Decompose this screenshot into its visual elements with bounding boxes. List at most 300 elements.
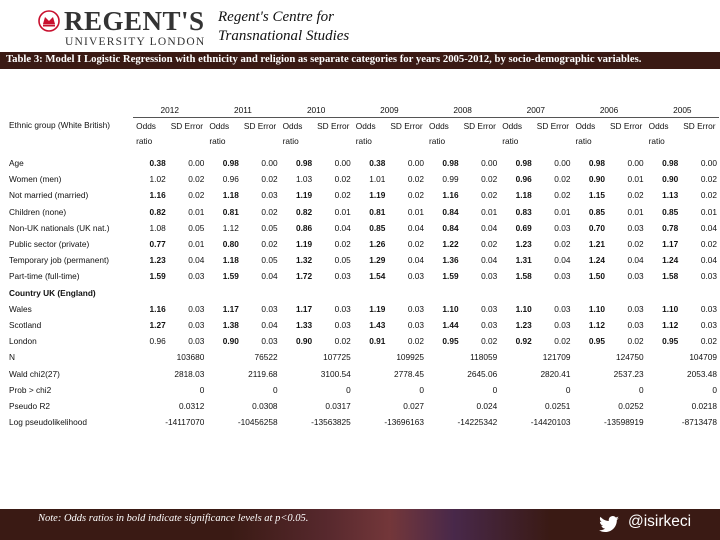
regents-logo[interactable] [38, 6, 218, 48]
row-label: Not married (married) [9, 190, 89, 201]
odds-ratio-cell: 0.95 [662, 336, 679, 347]
sd-error-header: SD Error [683, 120, 716, 131]
section-blank [133, 285, 719, 301]
odds-ratio-cell: 1.10 [588, 303, 606, 314]
odds-ratio-cell: 1.16 [149, 303, 166, 314]
odds-ratio-cell: 1.19 [295, 190, 313, 201]
table-row [6, 171, 719, 187]
stat-cell: 76522 [254, 352, 278, 363]
stat-cell: 2053.48 [687, 368, 717, 379]
odds-ratio-cell: 0.98 [588, 158, 606, 169]
sd-error-cell: 0.03 [334, 303, 351, 314]
row-label: Pseudo R2 [9, 400, 51, 411]
sd-error-cell: 0.05 [188, 222, 205, 233]
sd-error-cell: 0.04 [481, 222, 498, 233]
sd-error-cell: 0.00 [700, 158, 717, 169]
odds-ratio-cell: 1.10 [442, 303, 459, 314]
odds-ratio-cell: 0.98 [442, 158, 459, 169]
odds-ratio-cell: 1.03 [295, 174, 313, 185]
odds-ratio-cell: 1.27 [149, 319, 166, 330]
row-label: Log pseudolikelihood [9, 417, 87, 428]
odds-ratio-cell: 1.12 [662, 319, 679, 330]
sd-error-cell: 0.02 [700, 239, 717, 250]
sd-error-cell: 0.03 [407, 319, 424, 330]
sd-error-cell: 0.02 [700, 190, 717, 201]
sd-error-cell: 0.01 [627, 174, 644, 185]
caption-bar [0, 52, 720, 69]
odds-ratio-cell: 1.31 [515, 255, 532, 266]
row-label: Temporary job (permanent) [9, 255, 110, 266]
sd-error-cell: 0.03 [554, 222, 571, 233]
sd-error-header: SD Error [463, 120, 496, 131]
odds-ratio-cell: 0.85 [662, 206, 679, 217]
odds-ratio-cell: 1.17 [662, 239, 679, 250]
regression-table-image [6, 102, 719, 471]
odds-ratio-cell: 1.54 [369, 271, 386, 282]
table-row [6, 317, 719, 333]
stat-cell: 0.027 [403, 400, 424, 411]
odds-ratio-cell: 1.58 [662, 271, 679, 282]
sd-error-cell: 0.02 [261, 239, 278, 250]
year-header: 2007 [499, 102, 572, 118]
sd-error-cell: 0.01 [188, 239, 205, 250]
centre-title [218, 8, 349, 46]
sd-error-cell: 0.00 [554, 158, 571, 169]
odds-ratio-cell: 0.90 [295, 336, 313, 347]
odds-ratio-header: Odds [648, 120, 669, 131]
odds-ratio-cell: 1.59 [442, 271, 459, 282]
stat-cell: 2645.06 [467, 368, 498, 379]
header-blank-cell [6, 133, 133, 148]
table-row [6, 236, 719, 252]
sd-error-cell: 0.05 [334, 255, 351, 266]
sd-error-cell: 0.02 [407, 190, 424, 201]
sd-error-cell: 0.02 [481, 190, 498, 201]
sd-error-cell: 0.03 [261, 190, 278, 201]
sd-error-header-blank [680, 133, 719, 148]
sd-error-cell: 0.03 [627, 271, 644, 282]
logo-wordmark: REGENT'S [64, 6, 205, 36]
section-label: Country UK (England) [9, 287, 96, 298]
year-header: 2006 [572, 102, 645, 118]
odds-ratio-cell: 0.69 [515, 222, 532, 233]
stat-cell: 0 [199, 384, 205, 395]
sd-error-cell: 0.02 [481, 239, 498, 250]
odds-ratio-cell: 0.92 [515, 336, 532, 347]
sd-error-cell: 0.04 [481, 255, 498, 266]
odds-ratio-cell: 0.80 [222, 239, 239, 250]
sd-error-cell: 0.04 [554, 255, 571, 266]
odds-ratio-cell: 1.17 [222, 303, 239, 314]
odds-ratio-cell: 0.82 [149, 206, 166, 217]
odds-ratio-cell: 0.96 [222, 174, 239, 185]
sd-error-cell: 0.02 [188, 190, 205, 201]
row-label: Wales [9, 303, 32, 314]
odds-ratio-header: Odds [209, 120, 230, 131]
odds-ratio-cell: 1.32 [295, 255, 313, 266]
sd-error-cell: 0.03 [627, 319, 644, 330]
stat-cell: 0.0312 [178, 400, 205, 411]
odds-ratio-cell: 1.38 [222, 319, 239, 330]
sd-error-cell: 0.03 [188, 303, 205, 314]
regression-table [6, 102, 719, 430]
odds-ratio-cell: 1.18 [222, 190, 239, 201]
table-row [6, 333, 719, 349]
sd-error-cell: 0.04 [261, 319, 278, 330]
centre-title-line1: Regent's Centre for [218, 9, 334, 25]
sd-error-cell: 0.02 [627, 190, 644, 201]
odds-ratio-cell: 1.12 [588, 319, 606, 330]
odds-ratio-cell: 1.21 [588, 239, 606, 250]
stat-cell: 2778.45 [394, 368, 424, 379]
sd-error-cell: 0.02 [700, 336, 717, 347]
odds-ratio-cell: 1.59 [222, 271, 239, 282]
stat-cell: 107725 [323, 352, 351, 363]
odds-ratio-cell: 1.10 [662, 303, 679, 314]
odds-ratio-cell: 1.23 [515, 319, 532, 330]
sd-error-cell: 0.03 [261, 336, 278, 347]
odds-ratio-cell: 1.16 [149, 190, 166, 201]
sd-error-header-blank [534, 133, 573, 148]
sd-error-cell: 0.02 [554, 190, 571, 201]
odds-ratio-header-line2: ratio [282, 135, 299, 146]
sd-error-header: SD Error [610, 120, 643, 131]
table-row [6, 187, 719, 203]
spacer-row [6, 148, 719, 155]
sd-error-cell: 0.00 [334, 158, 351, 169]
sd-error-cell: 0.03 [627, 303, 644, 314]
odds-ratio-cell: 1.43 [369, 319, 386, 330]
sd-error-cell: 0.02 [407, 336, 424, 347]
stat-cell: -14117070 [165, 417, 205, 428]
year-header: 2012 [133, 102, 206, 118]
odds-ratio-header-line2: ratio [355, 135, 372, 146]
stat-cell: 0 [565, 384, 571, 395]
sd-error-cell: 0.03 [407, 303, 424, 314]
sd-error-cell: 0.01 [700, 206, 717, 217]
odds-ratio-cell: 1.23 [149, 255, 166, 266]
sd-error-cell: 0.02 [407, 174, 424, 185]
sd-error-cell: 0.02 [481, 174, 498, 185]
sd-error-cell: 0.03 [188, 319, 205, 330]
odds-ratio-cell: 1.12 [222, 222, 239, 233]
sd-error-cell: 0.02 [481, 336, 498, 347]
stat-cell: 0.0252 [618, 400, 644, 411]
sd-error-cell: 0.02 [334, 174, 351, 185]
table-row [6, 365, 719, 381]
sd-error-cell: 0.02 [627, 239, 644, 250]
sd-error-cell: 0.01 [554, 206, 571, 217]
sd-error-cell: 0.03 [554, 319, 571, 330]
sd-error-cell: 0.02 [261, 206, 278, 217]
row-label: Public sector (private) [9, 239, 90, 250]
sd-error-cell: 0.04 [407, 222, 424, 233]
sd-error-cell: 0.03 [554, 303, 571, 314]
stat-cell: 2820.41 [540, 368, 571, 379]
odds-ratio-cell: 1.18 [222, 255, 239, 266]
sd-error-header: SD Error [536, 120, 570, 131]
stat-cell: 121709 [542, 352, 571, 363]
sd-error-cell: 0.02 [554, 336, 571, 347]
odds-ratio-cell: 0.85 [369, 222, 386, 233]
row-label: Wald chi2(27) [9, 368, 60, 379]
odds-ratio-header: Odds [355, 120, 376, 131]
sd-error-cell: 0.02 [334, 190, 351, 201]
sd-error-cell: 0.01 [407, 206, 424, 217]
sd-error-cell: 0.03 [700, 271, 717, 282]
odds-ratio-header-line2: ratio [648, 135, 665, 146]
row-label: Women (men) [9, 174, 62, 185]
sd-error-cell: 0.02 [554, 174, 571, 185]
stat-cell: 0.0317 [325, 400, 351, 411]
odds-ratio-cell: 0.98 [295, 158, 313, 169]
odds-ratio-cell: 0.90 [662, 174, 679, 185]
odds-ratio-cell: 1.24 [662, 255, 679, 266]
sd-error-cell: 0.00 [188, 158, 205, 169]
stat-cell: 0 [272, 384, 278, 395]
sd-error-cell: 0.03 [554, 271, 571, 282]
odds-ratio-cell: 1.50 [588, 271, 606, 282]
odds-ratio-cell: 1.01 [369, 174, 386, 185]
odds-ratio-cell: 1.15 [588, 190, 606, 201]
stat-cell: 109925 [396, 352, 424, 363]
sd-error-cell: 0.00 [407, 158, 424, 169]
table-row [6, 155, 719, 171]
sd-error-cell: 0.02 [407, 239, 424, 250]
odds-ratio-cell: 1.08 [149, 222, 166, 233]
sd-error-header-blank [387, 133, 426, 148]
odds-ratio-header-line2: ratio [575, 135, 592, 146]
odds-ratio-cell: 0.38 [369, 158, 386, 169]
table-caption: Table 3: Model I Logistic Regression with ethnicity and religion as separate categories for years 2005-2012, by socio-demographic variables. [6, 53, 642, 65]
stat-cell: 124750 [615, 352, 644, 363]
odds-ratio-header: Odds [575, 120, 596, 131]
year-header-row [6, 102, 719, 118]
sd-error-cell: 0.03 [481, 271, 498, 282]
sd-error-cell: 0.02 [554, 239, 571, 250]
sd-error-header-blank [607, 133, 646, 148]
table-row [6, 414, 719, 430]
odds-ratio-cell: 0.98 [662, 158, 679, 169]
stat-cell: -10456258 [237, 417, 278, 428]
stat-cell: 0.0251 [545, 400, 571, 411]
odds-ratio-cell: 1.24 [588, 255, 606, 266]
sd-error-cell: 0.05 [261, 255, 278, 266]
stat-cell: 2537.23 [613, 368, 644, 379]
crest-icon [38, 10, 60, 32]
sd-error-cell: 0.03 [334, 319, 351, 330]
stat-cell: 0.0218 [691, 400, 717, 411]
stat-cell: 0 [639, 384, 644, 395]
sd-error-cell: 0.02 [700, 174, 717, 185]
centre-title-line2: Transnational Studies [218, 28, 350, 44]
odds-ratio-cell: 1.33 [295, 319, 313, 330]
sd-error-cell: 0.03 [700, 303, 717, 314]
odds-ratio-cell: 0.84 [442, 206, 459, 217]
subheader-row [6, 118, 719, 134]
twitter-handle[interactable]: @isirkeci [628, 513, 692, 530]
sd-error-cell: 0.03 [481, 303, 498, 314]
row-label: London [9, 336, 37, 347]
table-row [6, 268, 719, 284]
reference-group-label: Ethnic group (White British) [9, 120, 110, 131]
odds-ratio-cell: 1.59 [149, 271, 166, 282]
sd-error-cell: 0.00 [481, 158, 498, 169]
sd-error-cell: 0.05 [261, 222, 278, 233]
odds-ratio-header: Odds [282, 120, 303, 131]
footer-note: Note: Odds ratios in bold indicate significance levels at p<0.05. [38, 513, 309, 524]
table-row [6, 220, 719, 236]
year-header: 2008 [426, 102, 499, 118]
stat-cell: 3100.54 [320, 368, 351, 379]
sd-error-cell: 0.00 [627, 158, 644, 169]
odds-ratio-cell: 0.78 [662, 222, 679, 233]
sd-error-header-blank [241, 133, 280, 148]
logo-subtitle: UNIVERSITY LONDON [65, 36, 206, 48]
odds-ratio-cell: 1.13 [662, 190, 679, 201]
sd-error-cell: 0.03 [627, 222, 644, 233]
odds-ratio-cell: 0.38 [149, 158, 166, 169]
stat-cell: -13696163 [384, 417, 424, 428]
sd-error-cell: 0.02 [261, 174, 278, 185]
spacer-cell [6, 148, 719, 155]
odds-ratio-cell: 0.96 [515, 174, 532, 185]
odds-ratio-cell: 0.86 [295, 222, 313, 233]
stat-cell: 0 [712, 384, 717, 395]
odds-ratio-header: Odds [136, 120, 156, 131]
row-label: Age [9, 158, 24, 169]
stat-cell: 0 [419, 384, 424, 395]
odds-ratio-cell: 0.96 [149, 336, 166, 347]
sd-error-cell: 0.01 [481, 206, 498, 217]
odds-ratio-cell: 1.26 [369, 239, 386, 250]
stat-cell: 0.0308 [252, 400, 278, 411]
odds-ratio-cell: 0.95 [442, 336, 459, 347]
table-row [6, 204, 719, 220]
sd-error-cell: 0.04 [334, 222, 351, 233]
year-header: 2009 [353, 102, 426, 118]
stat-cell: -13598919 [603, 417, 644, 428]
sd-error-cell: 0.03 [188, 271, 205, 282]
stat-cell: 103680 [176, 352, 205, 363]
row-label: Prob > chi2 [9, 384, 52, 395]
sd-error-cell: 0.03 [481, 319, 498, 330]
stat-cell: -13563825 [311, 417, 351, 428]
table-row [6, 398, 719, 414]
odds-ratio-header-line2: ratio [209, 135, 226, 146]
sd-error-cell: 0.03 [407, 271, 424, 282]
stat-cell: 2119.68 [248, 368, 278, 379]
sd-error-cell: 0.01 [334, 206, 351, 217]
twitter-bird-icon[interactable] [598, 516, 620, 534]
odds-ratio-cell: 0.85 [588, 206, 606, 217]
odds-ratio-cell: 1.58 [515, 271, 532, 282]
header [0, 0, 720, 52]
table-row [6, 349, 719, 365]
sd-error-cell: 0.03 [188, 336, 205, 347]
stat-cell: 118059 [470, 352, 498, 363]
sd-error-header: SD Error [317, 120, 350, 131]
odds-ratio-cell: 1.17 [295, 303, 313, 314]
year-header: 2011 [206, 102, 279, 118]
stat-cell: -14225342 [457, 417, 498, 428]
odds-ratio-header-line2: ratio [502, 135, 519, 146]
odds-ratio-cell: 0.82 [295, 206, 313, 217]
odds-ratio-cell: 0.90 [222, 336, 239, 347]
odds-ratio-cell: 1.72 [295, 271, 313, 282]
odds-ratio-cell: 1.16 [442, 190, 459, 201]
odds-ratio-cell: 1.29 [369, 255, 386, 266]
odds-ratio-cell: 1.18 [515, 190, 532, 201]
odds-ratio-header: Odds [502, 120, 523, 131]
odds-ratio-cell: 1.36 [442, 255, 459, 266]
year-header: 2005 [646, 102, 719, 118]
odds-ratio-cell: 1.23 [515, 239, 532, 250]
sd-error-cell: 0.04 [188, 255, 205, 266]
odds-ratio-cell: 0.98 [222, 158, 239, 169]
odds-ratio-cell: 0.70 [588, 222, 606, 233]
stat-cell: -8713478 [681, 417, 717, 428]
sd-error-cell: 0.02 [334, 336, 351, 347]
row-label: Part-time (full-time) [9, 271, 80, 282]
sd-error-cell: 0.03 [334, 271, 351, 282]
odds-ratio-cell: 0.95 [588, 336, 606, 347]
sd-error-cell: 0.03 [261, 303, 278, 314]
odds-ratio-cell: 0.81 [222, 206, 239, 217]
subheader-row-2 [6, 133, 719, 148]
odds-ratio-cell: 0.77 [149, 239, 166, 250]
sd-error-cell: 0.03 [700, 319, 717, 330]
sd-error-header: SD Error [170, 120, 203, 131]
odds-ratio-cell: 1.02 [149, 174, 166, 185]
sd-error-header-blank [461, 133, 500, 148]
stat-cell: -14420103 [530, 417, 571, 428]
odds-ratio-cell: 1.10 [515, 303, 532, 314]
odds-ratio-cell: 1.19 [369, 303, 386, 314]
sd-error-cell: 0.01 [627, 206, 644, 217]
header-blank-cell [6, 102, 133, 118]
table-row [6, 382, 719, 398]
table-row [6, 285, 719, 301]
stat-cell: 0 [492, 384, 498, 395]
sd-error-cell: 0.02 [334, 239, 351, 250]
row-label: Non-UK nationals (UK nat.) [9, 222, 110, 233]
sd-error-cell: 0.02 [188, 174, 205, 185]
stat-cell: 104709 [689, 352, 717, 363]
odds-ratio-cell: 0.98 [515, 158, 532, 169]
odds-ratio-cell: 0.91 [369, 336, 386, 347]
sd-error-cell: 0.01 [188, 206, 205, 217]
row-label: Scotland [9, 319, 42, 330]
odds-ratio-cell: 0.99 [442, 174, 459, 185]
sd-error-cell: 0.04 [700, 222, 717, 233]
sd-error-cell: 0.04 [700, 255, 717, 266]
sd-error-header: SD Error [243, 120, 277, 131]
sd-error-header-blank [314, 133, 353, 148]
sd-error-cell: 0.04 [407, 255, 424, 266]
year-header: 2010 [280, 102, 353, 118]
odds-ratio-cell: 0.81 [369, 206, 386, 217]
odds-ratio-header: Odds [429, 120, 449, 131]
sd-error-cell: 0.00 [261, 158, 278, 169]
sd-error-cell: 0.04 [261, 271, 278, 282]
sd-error-cell: 0.04 [627, 255, 644, 266]
row-label: N [9, 352, 15, 363]
table-row [6, 301, 719, 317]
sd-error-cell: 0.02 [627, 336, 644, 347]
odds-ratio-cell: 1.22 [442, 239, 459, 250]
stat-cell: 2818.03 [174, 368, 205, 379]
